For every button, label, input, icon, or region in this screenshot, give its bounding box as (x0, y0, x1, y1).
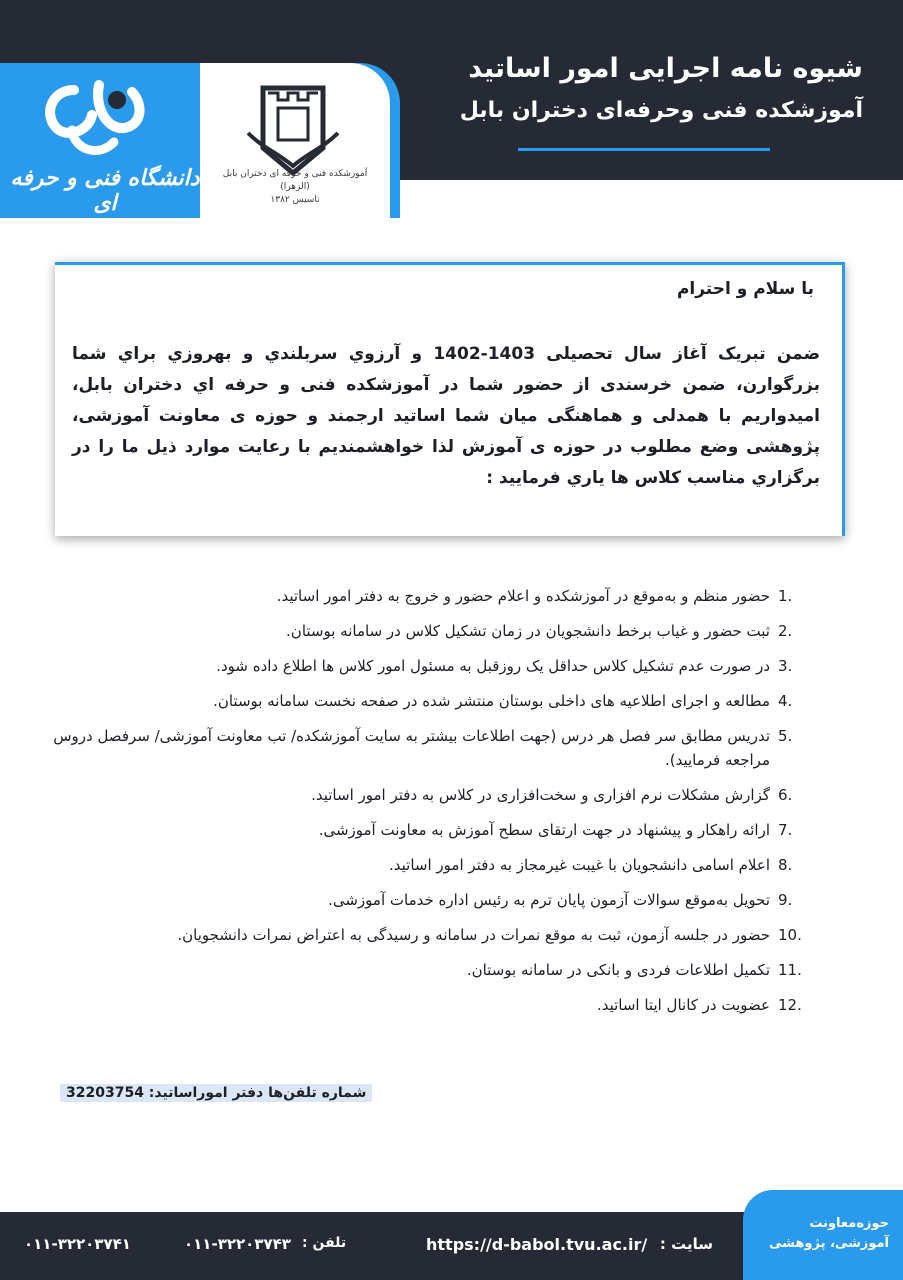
institute-founded: تاسیس ۱۳۸۲ (270, 195, 320, 205)
tel-number-1[interactable]: ۰۱۱-۳۲۲۰۳۷۴۳ (184, 1235, 291, 1253)
list-item (50, 783, 820, 807)
site-label: سایت : (659, 1235, 713, 1253)
list-item-number: 12. (778, 996, 802, 1014)
list-item-number: 8. (778, 856, 793, 874)
list-item-text: حضور منظم و به‌موقع در آموزشکده و اعلام حضور و خروج به دفتر امور اساتید. (276, 587, 770, 605)
tel-number-2[interactable]: ۰۱۱-۳۲۲۰۳۷۴۱ (24, 1235, 131, 1253)
list-item-text: حضور در جلسه آزمون، ثبت به موقع نمرات در سامانه و رسیدگی به اعتراض نمرات دانشجویان. (177, 926, 770, 944)
greeting: با سلام و احترام (676, 279, 814, 299)
list-item-number: 2. (778, 622, 793, 640)
list-item-text: تدریس مطابق سر فصل هر درس (جهت اطلاعات بیشتر به سایت آموزشکده/ تب معاونت آموزشی/ سرفصل دروس مراجعه فرمایید). (53, 727, 770, 769)
footer-department (749, 1214, 889, 1254)
intro-text: ضمن تبریک آغاز سال تحصیلی 1403-1402 و آرزوي سربلندي و بهروزي براي شما بزرگوارن، ضمن خرسندی از حضور شما در آموزشکده فنی و حرفه اي دختران بابل، امیدواریم با همدلی و هماهنگی میان شما اساتید ارجمند و حوزه ی معاونت آموزشی، پژوهشی وضع مطلوب در حوزه ی آموزش لذا خواهشمندیم با رعایت موارد ذیل ما را در برگزاري مناسب کلاس ها یاري فرمایید : (72, 344, 820, 488)
list-item-text: ثبت حضور و غیاب برخط دانشجویان در زمان تشکیل کلاس در سامانه بوستان. (286, 622, 770, 640)
list-item (50, 619, 820, 643)
list-item-text: عضویت در کانال ایتا اساتید. (596, 996, 770, 1014)
list-item-text: در صورت عدم تشکیل کلاس حداقل یک روزقبل به مسئول امور کلاس ها اطلاع داده شود. (216, 657, 770, 675)
list-item (50, 993, 820, 1017)
phone-note: شماره تلفن‌ها دفتر اموراساتید: 32203754 (60, 1084, 372, 1102)
list-item (50, 654, 820, 678)
list-item-text: گزارش مشکلات نرم افزاری و سخت‌افزاری در کلاس به دفتر امور اساتید. (311, 786, 770, 804)
footer-department-line1: حوزه‌معاونت (809, 1216, 889, 1231)
site-link[interactable]: https://d-babol.tvu.ac.ir/ (426, 1235, 648, 1254)
list-item-number: 3. (778, 657, 793, 675)
list-item-number: 1. (778, 587, 793, 605)
title-underline (518, 148, 770, 151)
list-item-number: 6. (778, 786, 793, 804)
list-item (50, 584, 820, 608)
list-item (50, 724, 820, 772)
list-item-text: ارائه راهکار و پیشنهاد در جهت ارتقای سطح آموزش به معاونت آموزشی. (318, 821, 770, 839)
list-item-number: 11. (778, 961, 802, 979)
intro-box (55, 262, 845, 536)
list-item-number: 4. (778, 692, 793, 710)
list-item-number: 9. (778, 891, 793, 909)
page-subtitle: آموزشکده فنی وحرفه‌ای دختران بابل (459, 98, 863, 123)
list-item (50, 818, 820, 842)
footer-department-line2: آموزشی، پژوهشی (769, 1236, 889, 1251)
list-item-text: مطالعه و اجرای اطلاعیه های داخلی بوستان منتشر شده در صفحه نخست سامانه بوستان. (213, 692, 770, 710)
list-item (50, 853, 820, 877)
list-item-text: تحویل به‌موقع سوالات آزمون پایان ترم به رئیس اداره خدمات آموزشی. (328, 891, 770, 909)
page-title: شیوه نامه اجرایی امور اساتید (468, 53, 863, 84)
list-item (50, 958, 820, 982)
list-item-text: اعلام اسامی دانشجویان با غیبت غیرمجاز به دفتر امور اساتید. (389, 856, 770, 874)
list-item-text: تکمیل اطلاعات فردی و بانکی در سامانه بوستان. (466, 961, 770, 979)
list-item-number: 10. (778, 926, 802, 944)
institute-name: آموزشکده فنی و حرفه ای دختران بابل (الزهرا) (222, 169, 368, 192)
university-name: دانشگاه فنی و حرفه ای (10, 166, 200, 216)
list-item (50, 923, 820, 947)
list-item (50, 888, 820, 912)
list-item (50, 689, 820, 713)
tel-label: تلفن : (302, 1235, 347, 1251)
list-item-number: 7. (778, 821, 793, 839)
institute-caption (210, 168, 380, 207)
duty-list (50, 584, 820, 1028)
list-item-number: 5. (778, 727, 793, 745)
